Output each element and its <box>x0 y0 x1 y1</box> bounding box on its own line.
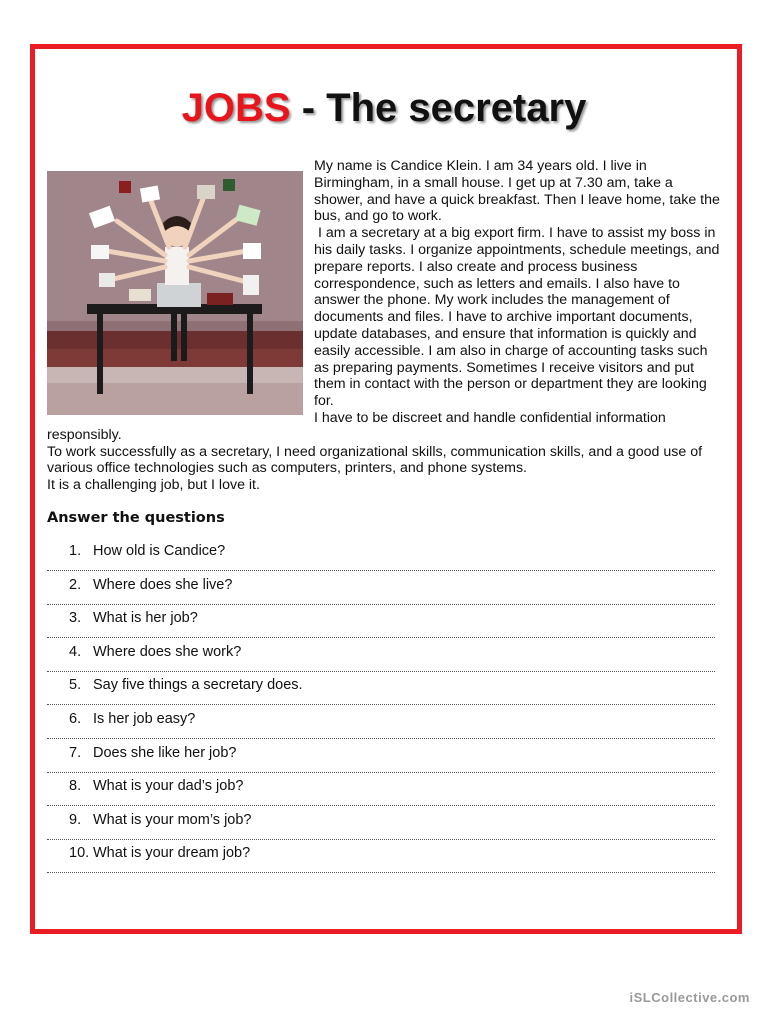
question-number: 7. <box>69 744 82 761</box>
reading-paragraph-2: I am a secretary at a big export firm. I have to assist my boss in his daily tasks. I organize appointments, schedule meetings, and prepare reports. I also create and process business correspondence, such as letters and emails. I also have to answer the phone. My work includes the management of documents and files. I have to archive important documents, update databases, and ensure that information is quickly and easily accessible. I am also in charge of accounting tasks such as preparing payments. Sometimes I receive visitors and put them in contact with the person or department they are looking for. <box>314 225 720 410</box>
question-number: 5. <box>69 677 82 694</box>
reading-text <box>47 158 722 494</box>
question-text <box>69 845 250 862</box>
question-item <box>47 812 715 846</box>
question-item <box>47 577 715 611</box>
question-number: 4. <box>69 643 82 660</box>
question-text <box>69 745 236 762</box>
question-item <box>47 745 715 779</box>
question-number: 6. <box>69 710 82 727</box>
questions-heading: Answer the questions <box>47 510 225 526</box>
question-item <box>47 778 715 812</box>
question-item <box>47 677 715 711</box>
answer-line[interactable] <box>47 738 715 739</box>
question-label: How old is Candice? <box>93 543 226 559</box>
questions-list <box>47 543 715 879</box>
answer-line[interactable] <box>47 872 715 873</box>
site-watermark: iSLCollective.com <box>629 990 750 1005</box>
question-label: Does she like her job? <box>93 744 237 761</box>
question-text <box>69 543 225 560</box>
question-number: 9. <box>69 811 82 828</box>
question-label: Say five things a secretary does. <box>93 677 303 694</box>
answer-line[interactable] <box>47 839 715 840</box>
answer-line[interactable] <box>47 772 715 773</box>
answer-line[interactable] <box>47 704 715 705</box>
question-text <box>69 677 303 694</box>
question-item <box>47 845 715 879</box>
question-label: Is her job easy? <box>93 710 196 727</box>
title-rest: - The secretary <box>290 86 587 130</box>
question-number: 8. <box>69 778 82 795</box>
reading-paragraph-4: To work successfully as a secretary, I need organizational skills, communication skills, and a good use of various office technologies such as computers, printers, and phone systems. <box>47 443 703 477</box>
reading-paragraph-3: I have to be discreet and handle confidential information responsibly. <box>47 409 666 443</box>
question-label: What is your dream job? <box>93 845 251 862</box>
question-text <box>69 577 232 594</box>
reading-intro <box>47 158 722 494</box>
answer-line[interactable] <box>47 805 715 806</box>
question-label: Where does she work? <box>93 643 242 660</box>
question-text <box>69 610 198 627</box>
question-item <box>47 610 715 644</box>
reading-intro-text: My name is Candice Klein. I am 34 years old. I live in Birmingham, in a small house. I get up at 7.30 am, take a shower, and have a quick breakfast. Then I leave home, take the bus, and go to work. <box>314 158 720 225</box>
question-text <box>69 812 251 829</box>
worksheet-title <box>0 86 768 131</box>
answer-line[interactable] <box>47 604 715 605</box>
question-label: Where does she live? <box>93 576 233 593</box>
question-label: What is your dad’s job? <box>93 778 244 795</box>
question-text <box>69 711 195 728</box>
question-number: 3. <box>69 610 82 627</box>
question-text <box>69 778 243 795</box>
question-item <box>47 711 715 745</box>
question-label: What is her job? <box>93 610 198 627</box>
question-number: 10. <box>69 845 90 862</box>
answer-line[interactable] <box>47 570 715 571</box>
question-item <box>47 543 715 577</box>
title-jobs: JOBS <box>181 86 291 130</box>
question-item <box>47 644 715 678</box>
question-label: What is your mom’s job? <box>93 811 252 828</box>
question-number: 2. <box>69 576 82 593</box>
answer-line[interactable] <box>47 671 715 672</box>
reading-paragraph-5: It is a challenging job, but I love it. <box>47 477 260 494</box>
question-text <box>69 644 241 661</box>
question-number: 1. <box>69 543 82 559</box>
answer-line[interactable] <box>47 637 715 638</box>
secretary-illustration <box>47 171 303 415</box>
